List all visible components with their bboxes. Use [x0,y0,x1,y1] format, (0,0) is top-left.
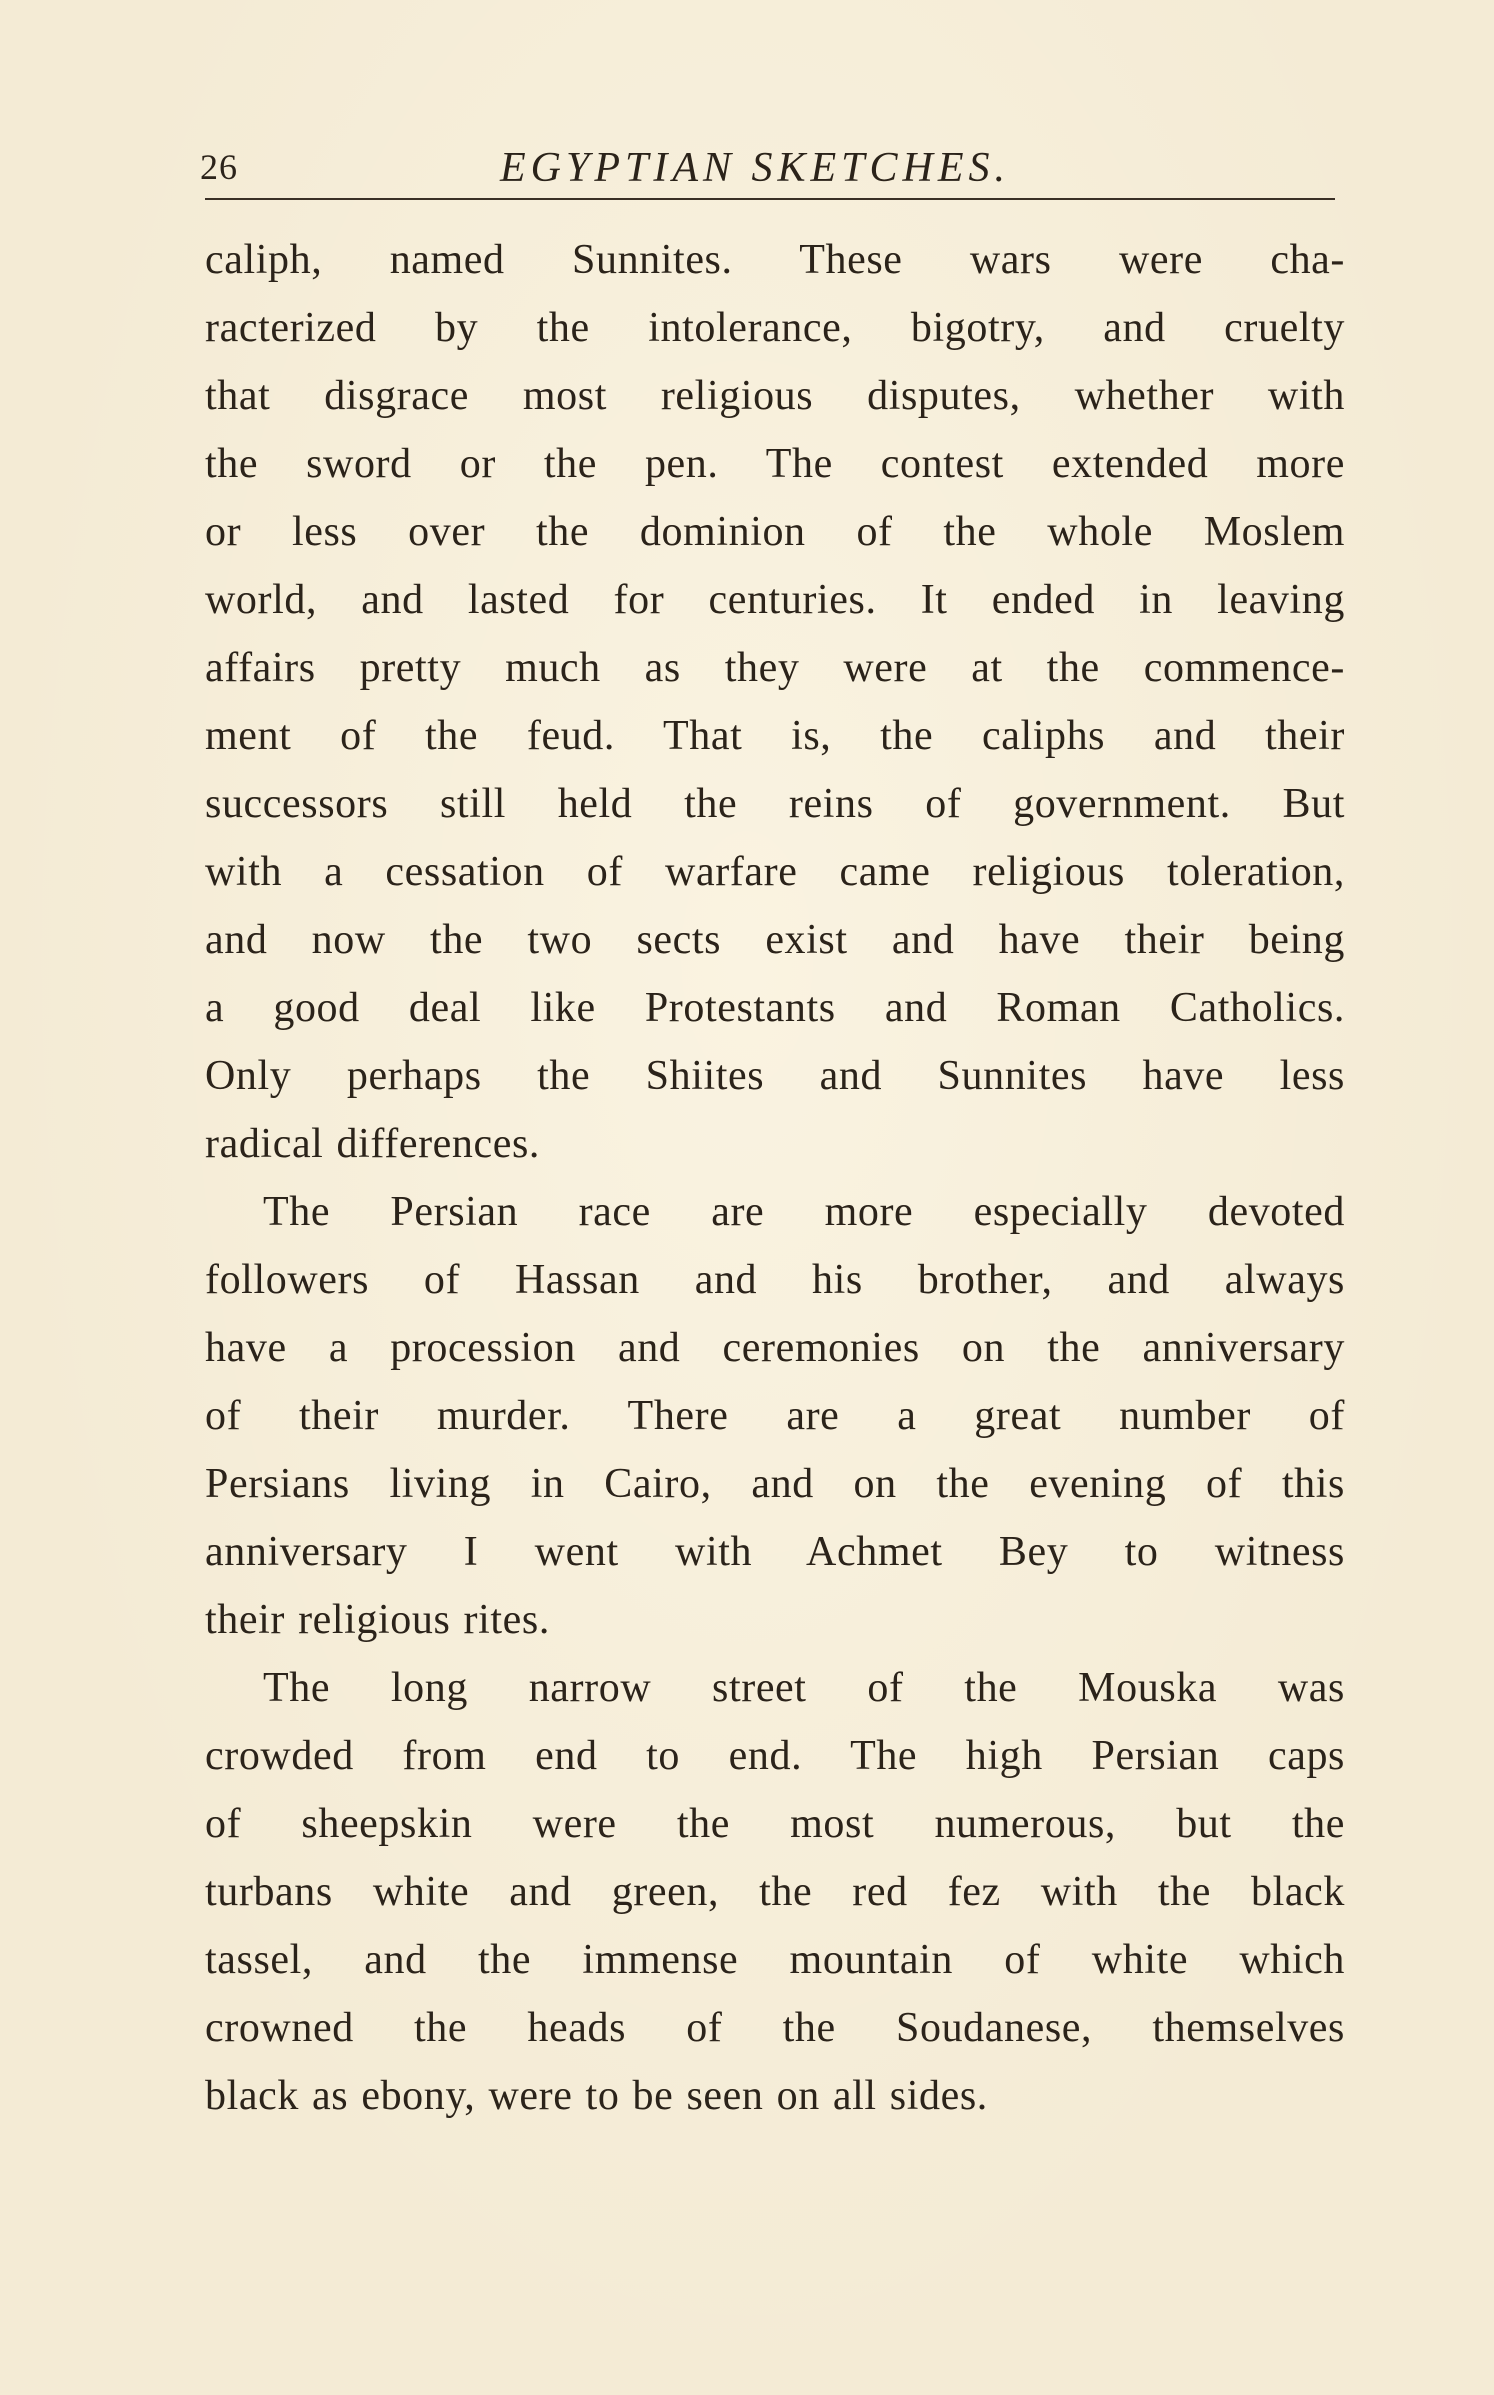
page-number: 26 [200,147,238,187]
text-line: world, and lasted for centuries. It ended in leaving [205,577,1345,623]
paragraph-end-line: their religious rites. [205,1597,550,1643]
text-line: Only perhaps the Shiites and Sunnites have less [205,1053,1345,1099]
text-line: have a procession and ceremonies on the anniversary [205,1325,1345,1371]
text-line: crowded from end to end. The high Persian caps [205,1733,1345,1779]
text-line: followers of Hassan and his brother, and always [205,1257,1345,1303]
text-line: crowned the heads of the Soudanese, themselves [205,2005,1345,2051]
running-head: EGYPTIAN SKETCHES. [500,145,1011,191]
header-rule [205,198,1335,200]
text-line: of their murder. There are a great number of [205,1393,1345,1439]
body-text [205,226,1345,2130]
paragraph-end-line: radical differences. [205,1121,541,1167]
text-line: successors still held the reins of government. But [205,781,1345,827]
text-line: that disgrace most religious disputes, whether with [205,373,1345,419]
text-line: Persians living in Cairo, and on the evening of this [205,1461,1345,1507]
text-line: or less over the dominion of the whole Moslem [205,509,1345,555]
text-line: turbans white and green, the red fez with the black [205,1869,1345,1915]
paragraph-start-line: The long narrow street of the Mouska was [263,1665,1345,1711]
text-line: with a cessation of warfare came religious toleration, [205,849,1345,895]
text-line: racterized by the intolerance, bigotry, and cruelty [205,305,1345,351]
paragraph-start-line: The Persian race are more especially devoted [263,1189,1345,1235]
text-line: anniversary I went with Achmet Bey to witness [205,1529,1345,1575]
text-line: tassel, and the immense mountain of white which [205,1937,1345,1983]
text-line: affairs pretty much as they were at the commence- [205,645,1345,691]
paragraph-end-line: black as ebony, were to be seen on all sides. [205,2073,988,2119]
text-line: and now the two sects exist and have their being [205,917,1345,963]
text-line: of sheepskin were the most numerous, but the [205,1801,1345,1847]
text-line: ment of the feud. That is, the caliphs and their [205,713,1345,759]
text-line: caliph, named Sunnites. These wars were cha- [205,237,1345,283]
page-header [200,140,1340,200]
text-line: the sword or the pen. The contest extended more [205,441,1345,487]
text-line: a good deal like Protestants and Roman Catholics. [205,985,1345,1031]
